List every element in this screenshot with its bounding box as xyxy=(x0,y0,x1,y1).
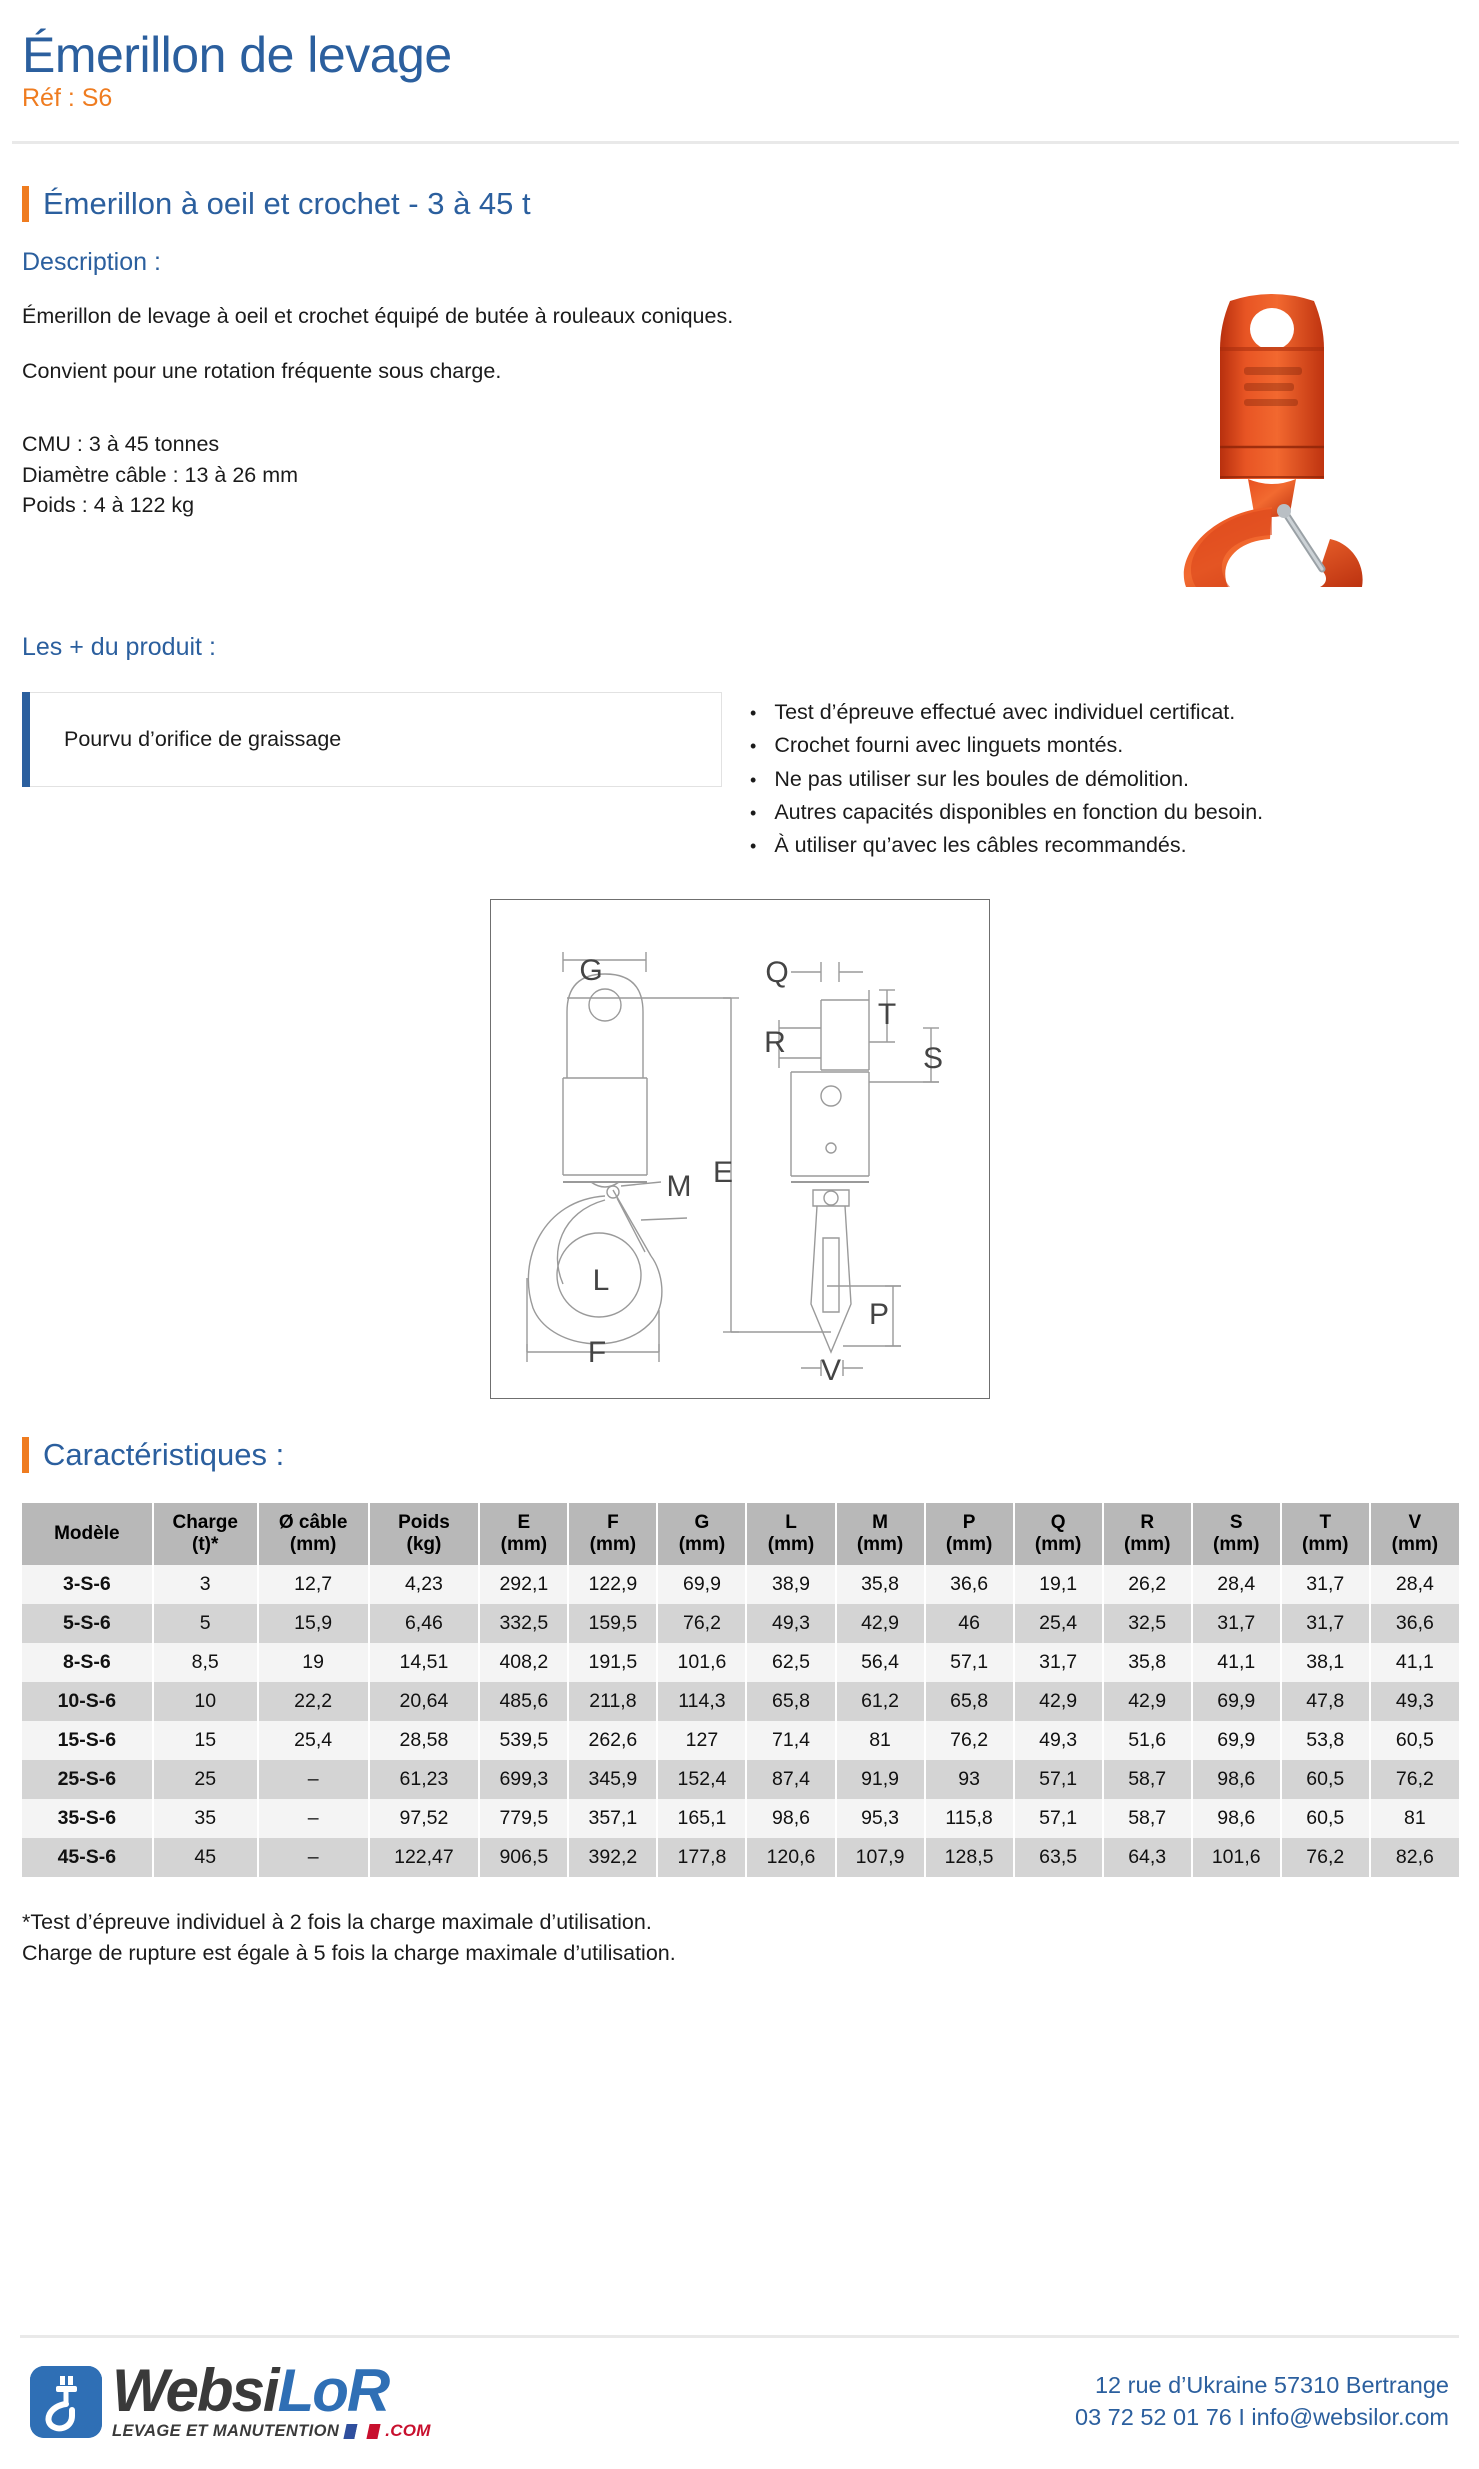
company-logo xyxy=(30,2357,431,2441)
table-cell: 60,5 xyxy=(1281,1799,1370,1838)
list-item xyxy=(750,729,1263,762)
table-row xyxy=(22,1682,1459,1721)
contact-phone-email[interactable]: 03 72 52 01 76 I info@websilor.com xyxy=(1075,2403,1449,2430)
footnote-line-1: *Test d’épreuve individuel à 2 fois la charge maximale d’utilisation. xyxy=(22,1910,652,1935)
table-cell: 98,6 xyxy=(1192,1799,1281,1838)
table-cell: 60,5 xyxy=(1281,1760,1370,1799)
advantage-highlight-text: Pourvu d’orifice de graissage xyxy=(64,727,342,751)
table-cell: 31,7 xyxy=(1014,1643,1103,1682)
diagram-label-L: L xyxy=(592,1263,609,1297)
table-cell: 20,64 xyxy=(369,1682,480,1721)
table-cell: 485,6 xyxy=(479,1682,568,1721)
table-cell: 10 xyxy=(153,1682,258,1721)
table-cell: 345,9 xyxy=(568,1760,657,1799)
table-cell: 42,9 xyxy=(1014,1682,1103,1721)
diagram-label-E: E xyxy=(712,1155,733,1189)
table-cell: 76,2 xyxy=(657,1604,746,1643)
product-photo-column xyxy=(1092,277,1452,587)
table-column-header: L (mm) xyxy=(746,1503,835,1566)
table-cell: 392,2 xyxy=(568,1838,657,1877)
table-column-header: F (mm) xyxy=(568,1503,657,1566)
table-cell: 107,9 xyxy=(836,1838,925,1877)
table-cell: 262,6 xyxy=(568,1721,657,1760)
french-flag-icon xyxy=(344,2424,381,2439)
table-cell-model: 15-S-6 xyxy=(22,1721,153,1760)
table-cell: 60,5 xyxy=(1370,1721,1459,1760)
table-cell: 42,9 xyxy=(1103,1682,1192,1721)
table-cell: 357,1 xyxy=(568,1799,657,1838)
blue-accent-bar xyxy=(22,692,30,787)
table-cell: 57,1 xyxy=(1014,1760,1103,1799)
table-cell: 38,1 xyxy=(1281,1643,1370,1682)
table-cell: 62,5 xyxy=(746,1643,835,1682)
table-row xyxy=(22,1604,1459,1643)
list-item xyxy=(750,829,1263,862)
table-cell: 15 xyxy=(153,1721,258,1760)
characteristics-section-heading xyxy=(12,1437,1467,1473)
table-cell: 22,2 xyxy=(258,1682,369,1721)
table-cell-model: 8-S-6 xyxy=(22,1643,153,1682)
table-cell: – xyxy=(258,1760,369,1799)
table-cell-model: 45-S-6 xyxy=(22,1838,153,1877)
description-paragraph-1: Émerillon de levage à oeil et crochet équipé de butée à rouleaux coniques. xyxy=(22,304,734,328)
table-cell: 408,2 xyxy=(479,1643,568,1682)
table-column-header: Charge (t)* xyxy=(153,1503,258,1566)
table-cell: 25 xyxy=(153,1760,258,1799)
table-cell: 69,9 xyxy=(1192,1682,1281,1721)
table-cell-model: 5-S-6 xyxy=(22,1604,153,1643)
spec-weight: Poids : 4 à 122 kg xyxy=(22,493,195,518)
list-item-label: Test d’épreuve effectué avec individuel certificat. xyxy=(774,700,1236,724)
footer-divider xyxy=(20,2335,1459,2338)
orange-accent-bar xyxy=(22,1437,29,1473)
table-cell: 28,58 xyxy=(369,1721,480,1760)
table-cell: 35 xyxy=(153,1799,258,1838)
table-cell: 101,6 xyxy=(1192,1838,1281,1877)
table-column-header: Ø câble (mm) xyxy=(258,1503,369,1566)
table-column-header: G (mm) xyxy=(657,1503,746,1566)
table-cell: 49,3 xyxy=(1370,1682,1459,1721)
table-cell: 779,5 xyxy=(479,1799,568,1838)
table-cell: 14,51 xyxy=(369,1643,480,1682)
table-cell: 58,7 xyxy=(1103,1799,1192,1838)
diagram-label-F: F xyxy=(587,1335,606,1369)
table-cell: 699,3 xyxy=(479,1760,568,1799)
table-cell: 41,1 xyxy=(1370,1643,1459,1682)
table-cell: 31,7 xyxy=(1192,1604,1281,1643)
table-cell: 211,8 xyxy=(568,1682,657,1721)
table-cell: 35,8 xyxy=(1103,1643,1192,1682)
table-cell: – xyxy=(258,1838,369,1877)
product-reference: Réf : S6 xyxy=(22,84,113,112)
hook-icon xyxy=(30,2366,102,2438)
logo-domain: .COM xyxy=(385,2421,431,2440)
list-item xyxy=(750,696,1263,729)
table-cell: 191,5 xyxy=(568,1643,657,1682)
logo-wordmark xyxy=(112,2357,431,2441)
table-cell: 332,5 xyxy=(479,1604,568,1643)
orange-accent-bar xyxy=(22,186,29,222)
list-item xyxy=(750,796,1263,829)
table-cell: 36,6 xyxy=(1370,1604,1459,1643)
table-cell: 539,5 xyxy=(479,1721,568,1760)
table-cell: 57,1 xyxy=(1014,1799,1103,1838)
table-cell: 98,6 xyxy=(746,1799,835,1838)
table-cell: 91,9 xyxy=(836,1760,925,1799)
hook-logo-icon xyxy=(30,2366,102,2438)
table-cell-model: 10-S-6 xyxy=(22,1682,153,1721)
table-cell: 61,2 xyxy=(836,1682,925,1721)
table-cell: 8,5 xyxy=(153,1643,258,1682)
bullet-icon: • xyxy=(750,836,757,857)
technical-drawing-box xyxy=(490,899,990,1399)
table-cell: 115,8 xyxy=(925,1799,1014,1838)
table-cell: 5 xyxy=(153,1604,258,1643)
table-column-header: M (mm) xyxy=(836,1503,925,1566)
diagram-label-M: M xyxy=(666,1169,691,1203)
table-column-header: S (mm) xyxy=(1192,1503,1281,1566)
table-cell: 65,8 xyxy=(925,1682,1014,1721)
table-column-header: Modèle xyxy=(22,1503,153,1566)
list-item xyxy=(750,763,1263,796)
table-cell: 26,2 xyxy=(1103,1565,1192,1604)
table-cell: 19,1 xyxy=(1014,1565,1103,1604)
table-column-header: Q (mm) xyxy=(1014,1503,1103,1566)
characteristics-table xyxy=(22,1503,1459,1878)
table-cell: 120,6 xyxy=(746,1838,835,1877)
bullet-icon: • xyxy=(750,736,757,757)
table-cell: 19 xyxy=(258,1643,369,1682)
advantage-highlight-box xyxy=(22,692,722,787)
table-column-header: P (mm) xyxy=(925,1503,1014,1566)
contact-address: 12 rue d’Ukraine 57310 Bertrange xyxy=(1094,2371,1449,2398)
table-cell: 6,46 xyxy=(369,1604,480,1643)
logo-text xyxy=(112,2357,431,2424)
table-cell: 63,5 xyxy=(1014,1838,1103,1877)
diagram-label-R: R xyxy=(763,1025,786,1059)
table-cell: 69,9 xyxy=(657,1565,746,1604)
advantages-bullet-list xyxy=(722,692,1263,863)
swivel-hook-photo xyxy=(1152,287,1392,587)
table-cell: 87,4 xyxy=(746,1760,835,1799)
table-row xyxy=(22,1799,1459,1838)
table-cell: 58,7 xyxy=(1103,1760,1192,1799)
table-cell: 28,4 xyxy=(1192,1565,1281,1604)
table-cell-model: 35-S-6 xyxy=(22,1799,153,1838)
table-row xyxy=(22,1721,1459,1760)
table-cell: 122,9 xyxy=(568,1565,657,1604)
table-cell: 64,3 xyxy=(1103,1838,1192,1877)
description-column xyxy=(12,277,1092,521)
list-item-label: Ne pas utiliser sur les boules de démolition. xyxy=(774,766,1189,791)
list-item-label: Crochet fourni avec linguets montés. xyxy=(774,733,1124,758)
table-cell: 41,1 xyxy=(1192,1643,1281,1682)
page-title: Émerillon de levage xyxy=(22,27,452,83)
description-paragraph-2: Convient pour une rotation fréquente sous charge. xyxy=(22,359,502,384)
product-heading-label: Émerillon à oeil et crochet - 3 à 45 t xyxy=(43,186,531,221)
contact-block xyxy=(1075,2370,1449,2433)
table-cell: 45 xyxy=(153,1838,258,1877)
table-cell: 292,1 xyxy=(479,1565,568,1604)
table-cell-model: 25-S-6 xyxy=(22,1760,153,1799)
characteristics-table-wrapper xyxy=(12,1503,1467,1878)
footnote-line-2: Charge de rupture est égale à 5 fois la charge maximale d’utilisation. xyxy=(22,1940,676,1965)
diagram-label-P: P xyxy=(868,1297,889,1331)
table-cell: 49,3 xyxy=(1014,1721,1103,1760)
table-cell: 76,2 xyxy=(1281,1838,1370,1877)
table-column-header: E (mm) xyxy=(479,1503,568,1566)
table-cell: 97,52 xyxy=(369,1799,480,1838)
description-label: Description : xyxy=(22,248,161,276)
diagram-label-G: G xyxy=(578,953,603,987)
table-cell: 76,2 xyxy=(925,1721,1014,1760)
advantages-row xyxy=(12,692,1467,863)
table-cell: 25,4 xyxy=(1014,1604,1103,1643)
table-cell: 114,3 xyxy=(657,1682,746,1721)
table-cell: 81 xyxy=(836,1721,925,1760)
logo-tagline: LEVAGE ET MANUTENTION xyxy=(112,2421,340,2440)
table-cell: 32,5 xyxy=(1103,1604,1192,1643)
table-cell: 12,7 xyxy=(258,1565,369,1604)
table-cell: 57,1 xyxy=(925,1643,1014,1682)
table-cell: 71,4 xyxy=(746,1721,835,1760)
spec-cmu: CMU : 3 à 45 tonnes xyxy=(22,432,220,457)
table-column-header: V (mm) xyxy=(1370,1503,1459,1566)
table-cell: 46 xyxy=(925,1604,1014,1643)
table-cell: 128,5 xyxy=(925,1838,1014,1877)
table-cell: 4,23 xyxy=(369,1565,480,1604)
table-cell: 53,8 xyxy=(1281,1721,1370,1760)
table-row xyxy=(22,1565,1459,1604)
table-footnotes xyxy=(12,1907,1467,1968)
diagram-label-S: S xyxy=(922,1041,943,1075)
table-cell: 65,8 xyxy=(746,1682,835,1721)
description-row xyxy=(12,277,1467,587)
table-cell: 3 xyxy=(153,1565,258,1604)
table-cell-model: 3-S-6 xyxy=(22,1565,153,1604)
table-cell: 31,7 xyxy=(1281,1604,1370,1643)
characteristics-heading-label: Caractéristiques : xyxy=(43,1436,285,1472)
table-cell: 165,1 xyxy=(657,1799,746,1838)
table-cell: 31,7 xyxy=(1281,1565,1370,1604)
header-divider xyxy=(12,141,1459,144)
table-row xyxy=(22,1760,1459,1799)
table-cell: 98,6 xyxy=(1192,1760,1281,1799)
list-item-label: Autres capacités disponibles en fonction du besoin. xyxy=(774,799,1264,824)
table-cell: 51,6 xyxy=(1103,1721,1192,1760)
table-cell: 38,9 xyxy=(746,1565,835,1604)
document-header xyxy=(12,0,1467,113)
diagram-label-T: T xyxy=(877,997,896,1031)
table-cell: 25,4 xyxy=(258,1721,369,1760)
table-cell: 101,6 xyxy=(657,1643,746,1682)
diagram-label-V: V xyxy=(820,1353,841,1387)
page-footer xyxy=(0,2335,1479,2469)
logo-word-blue: LoR xyxy=(277,2357,389,2424)
table-cell: 81 xyxy=(1370,1799,1459,1838)
table-cell: – xyxy=(258,1799,369,1838)
diagram-label-Q: Q xyxy=(764,955,789,989)
table-cell: 95,3 xyxy=(836,1799,925,1838)
table-cell: 35,8 xyxy=(836,1565,925,1604)
table-cell: 42,9 xyxy=(836,1604,925,1643)
table-row xyxy=(22,1643,1459,1682)
advantages-heading: Les + du produit : xyxy=(22,633,216,661)
table-cell: 127 xyxy=(657,1721,746,1760)
table-header-row xyxy=(22,1503,1459,1566)
logo-word-dark: Websi xyxy=(112,2357,278,2424)
dimension-diagram xyxy=(491,900,989,1398)
table-cell: 28,4 xyxy=(1370,1565,1459,1604)
list-item-label: À utiliser qu’avec les câbles recommandés. xyxy=(774,833,1187,858)
technical-drawing-wrapper xyxy=(12,899,1467,1399)
table-cell: 15,9 xyxy=(258,1604,369,1643)
table-row xyxy=(22,1838,1459,1877)
table-cell: 49,3 xyxy=(746,1604,835,1643)
table-cell: 47,8 xyxy=(1281,1682,1370,1721)
table-cell: 56,4 xyxy=(836,1643,925,1682)
bullet-icon: • xyxy=(750,802,757,823)
table-cell: 177,8 xyxy=(657,1838,746,1877)
table-cell: 82,6 xyxy=(1370,1838,1459,1877)
product-section-heading xyxy=(12,186,1467,222)
table-column-header: T (mm) xyxy=(1281,1503,1370,1566)
bullet-icon: • xyxy=(750,703,757,723)
table-cell: 159,5 xyxy=(568,1604,657,1643)
table-cell: 152,4 xyxy=(657,1760,746,1799)
table-cell: 93 xyxy=(925,1760,1014,1799)
table-column-header: R (mm) xyxy=(1103,1503,1192,1566)
table-cell: 122,47 xyxy=(369,1838,480,1877)
bullet-icon: • xyxy=(750,769,757,790)
spec-summary-list xyxy=(22,429,1092,521)
table-column-header: Poids (kg) xyxy=(369,1503,480,1566)
table-cell: 76,2 xyxy=(1370,1760,1459,1799)
table-cell: 906,5 xyxy=(479,1838,568,1877)
table-cell: 61,23 xyxy=(369,1760,480,1799)
table-cell: 36,6 xyxy=(925,1565,1014,1604)
table-cell: 69,9 xyxy=(1192,1721,1281,1760)
spec-cable-diameter: Diamètre câble : 13 à 26 mm xyxy=(22,462,299,487)
